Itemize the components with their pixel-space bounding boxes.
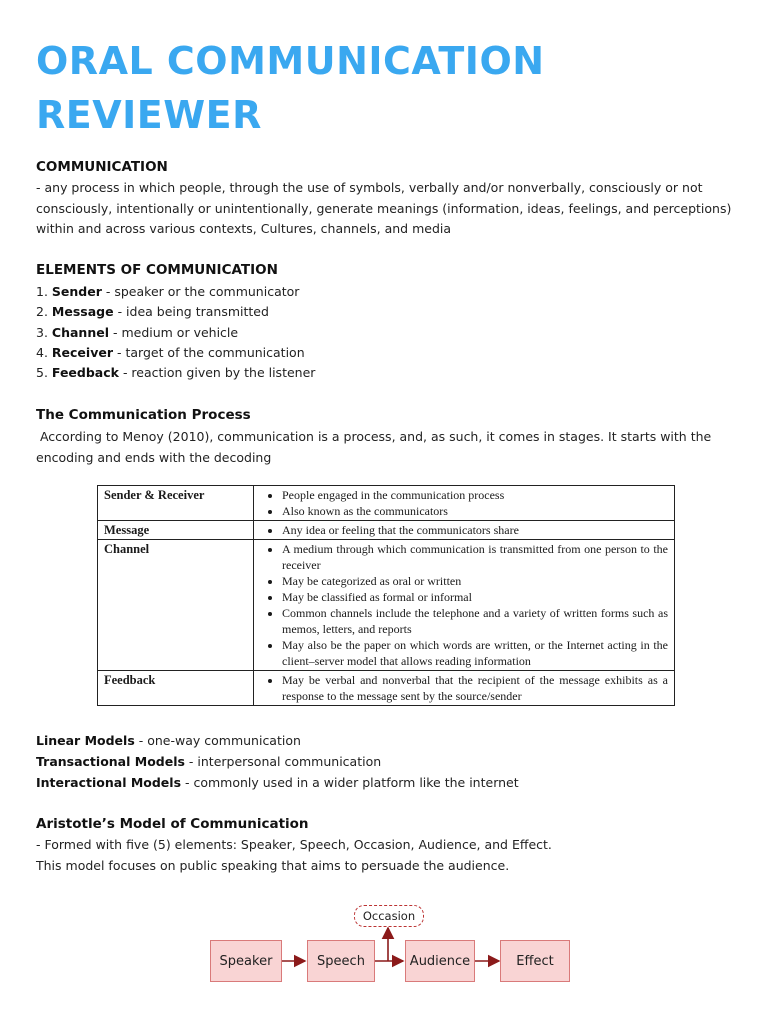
table-row <box>98 486 675 521</box>
communication-process-table <box>97 485 675 706</box>
table-bullet: • People engaged in the communication process <box>282 487 668 503</box>
table-bullet: • Also known as the communicators <box>282 503 668 519</box>
aristotle-diagram <box>205 900 575 990</box>
table-bullet: • May be categorized as oral or written <box>282 573 668 589</box>
speaker-box: Speaker <box>210 940 282 982</box>
table-row <box>98 540 675 671</box>
table-key: Feedback <box>98 671 254 706</box>
definition-line-1: - any process in which people, through the use of symbols, verbally and/or nonverbally, consciously or not <box>36 180 703 195</box>
model-item: Linear Models - one-way communication <box>36 733 301 748</box>
speech-box: Speech <box>307 940 375 982</box>
model-item: Interactional Models - commonly used in a wider platform like the internet <box>36 775 519 790</box>
definition-line-3: within and across various contexts, Cultures, channels, and media <box>36 221 452 236</box>
table-row <box>98 671 675 706</box>
effect-box: Effect <box>500 940 570 982</box>
process-heading: The Communication Process <box>36 407 251 423</box>
occasion-node: Occasion <box>354 905 424 927</box>
element-item: 1. Sender - speaker or the communicator <box>36 284 300 299</box>
element-item: 4. Receiver - target of the communication <box>36 345 305 360</box>
table-bullet: • Common channels include the telephone and a variety of written forms such as memos, letters, and reports <box>282 605 668 637</box>
elements-heading: ELEMENTS OF COMMUNICATION <box>36 262 278 278</box>
element-item: 2. Message - idea being transmitted <box>36 304 269 319</box>
title-line-2: REVIEWER <box>36 93 262 137</box>
model-item: Transactional Models - interpersonal communication <box>36 754 382 769</box>
aristotle-line-2: This model focuses on public speaking that aims to persuade the audience. <box>36 857 510 873</box>
table-bullet: • May be classified as formal or informal <box>282 589 668 605</box>
audience-box: Audience <box>405 940 475 982</box>
title-line-1: ORAL COMMUNICATION <box>36 39 545 83</box>
table-bullet: • May also be the paper on which words are written, or the Internet acting in the client–server model that allows reading information <box>282 637 668 669</box>
aristotle-description <box>36 835 736 876</box>
table-bullet: • A medium through which communication is transmitted from one person to the receiver <box>282 541 668 573</box>
table-key: Sender & Receiver <box>98 486 254 521</box>
element-item: 5. Feedback - reaction given by the listener <box>36 365 316 380</box>
process-line-2: encoding and ends with the decoding <box>36 449 272 465</box>
process-intro <box>36 427 736 468</box>
aristotle-heading: Aristotle’s Model of Communication <box>36 816 309 832</box>
table-row <box>98 521 675 540</box>
process-line-1: According to Menoy (2010), communication is a process, and, as such, it comes in stages. It starts with the <box>36 429 712 444</box>
table-key: Channel <box>98 540 254 671</box>
document-title <box>36 34 545 142</box>
table-key: Message <box>98 521 254 540</box>
communication-definition <box>36 178 736 240</box>
communication-heading: COMMUNICATION <box>36 159 168 175</box>
element-item: 3. Channel - medium or vehicle <box>36 325 239 340</box>
aristotle-line-1: - Formed with five (5) elements: Speaker, Speech, Occasion, Audience, and Effect. <box>36 837 552 852</box>
table-bullet: • May be verbal and nonverbal that the recipient of the message exhibits as a response to the message sent by the source/sender <box>282 672 668 704</box>
definition-line-2: consciously, intentionally or unintentionally, generate meanings (information, ideas, feelings, and perceptions) <box>36 200 732 216</box>
table-bullet: • Any idea or feeling that the communicators share <box>282 522 668 538</box>
